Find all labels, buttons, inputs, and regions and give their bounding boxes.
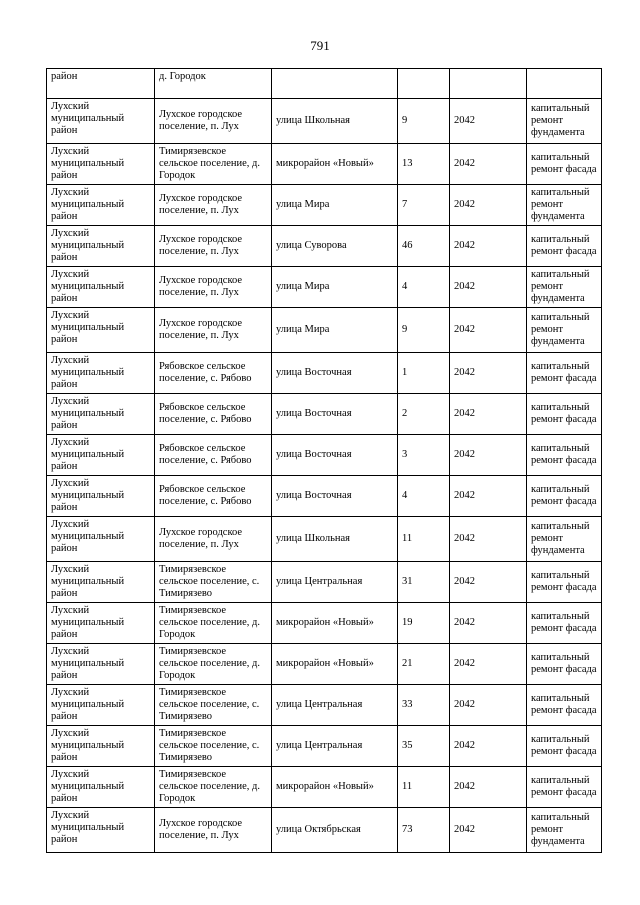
table-row <box>47 808 602 853</box>
street-cell: улица Восточная <box>272 435 398 476</box>
street-cell <box>272 69 398 99</box>
table-body <box>47 69 602 853</box>
work-cell: капитальный ремонт фасада <box>527 603 602 644</box>
work-cell: капитальный ремонт фасада <box>527 144 602 185</box>
work-cell: капитальный ремонт фундамента <box>527 308 602 353</box>
house-cell: 1 <box>398 353 450 394</box>
district-cell: Лухский муниципальный район <box>47 726 155 767</box>
district-cell: Лухский муниципальный район <box>47 517 155 562</box>
district-cell: Лухский муниципальный район <box>47 185 155 226</box>
district-cell: Лухский муниципальный район <box>47 308 155 353</box>
settlement-cell: Тимирязевское сельское поселение, с. Тимирязево <box>155 685 272 726</box>
house-cell: 35 <box>398 726 450 767</box>
table-row <box>47 476 602 517</box>
year-cell: 2042 <box>450 144 527 185</box>
work-cell: капитальный ремонт фундамента <box>527 99 602 144</box>
house-cell: 9 <box>398 99 450 144</box>
district-cell: Лухский муниципальный район <box>47 435 155 476</box>
year-cell: 2042 <box>450 685 527 726</box>
repair-schedule-table <box>46 68 602 853</box>
street-cell: улица Суворова <box>272 226 398 267</box>
house-cell: 73 <box>398 808 450 853</box>
year-cell: 2042 <box>450 476 527 517</box>
house-cell: 46 <box>398 226 450 267</box>
settlement-cell: Рябовское сельское поселение, с. Рябово <box>155 476 272 517</box>
street-cell: улица Мира <box>272 308 398 353</box>
street-cell: улица Восточная <box>272 353 398 394</box>
settlement-cell: д. Городок <box>155 69 272 99</box>
settlement-cell: Рябовское сельское поселение, с. Рябово <box>155 394 272 435</box>
settlement-cell: Лухское городское поселение, п. Лух <box>155 808 272 853</box>
table-row <box>47 726 602 767</box>
street-cell: микрорайон «Новый» <box>272 767 398 808</box>
street-cell: микрорайон «Новый» <box>272 644 398 685</box>
table-row <box>47 308 602 353</box>
year-cell: 2042 <box>450 517 527 562</box>
house-cell: 11 <box>398 517 450 562</box>
settlement-cell: Тимирязевское сельское поселение, д. Городок <box>155 144 272 185</box>
year-cell: 2042 <box>450 435 527 476</box>
street-cell: улица Центральная <box>272 685 398 726</box>
year-cell: 2042 <box>450 726 527 767</box>
table-row <box>47 517 602 562</box>
year-cell: 2042 <box>450 394 527 435</box>
settlement-cell: Лухское городское поселение, п. Лух <box>155 185 272 226</box>
house-cell <box>398 69 450 99</box>
work-cell: капитальный ремонт фасада <box>527 644 602 685</box>
work-cell: капитальный ремонт фасада <box>527 726 602 767</box>
table-row <box>47 353 602 394</box>
table-row <box>47 144 602 185</box>
house-cell: 7 <box>398 185 450 226</box>
house-cell: 2 <box>398 394 450 435</box>
street-cell: улица Восточная <box>272 394 398 435</box>
work-cell: капитальный ремонт фундамента <box>527 517 602 562</box>
street-cell: улица Центральная <box>272 562 398 603</box>
house-cell: 21 <box>398 644 450 685</box>
district-cell: Лухский муниципальный район <box>47 353 155 394</box>
year-cell: 2042 <box>450 267 527 308</box>
district-cell: район <box>47 69 155 99</box>
table-row <box>47 435 602 476</box>
year-cell <box>450 69 527 99</box>
street-cell: улица Мира <box>272 267 398 308</box>
continuation-row <box>47 69 602 99</box>
street-cell: улица Школьная <box>272 517 398 562</box>
district-cell: Лухский муниципальный район <box>47 226 155 267</box>
table-row <box>47 99 602 144</box>
work-cell <box>527 69 602 99</box>
table-row <box>47 644 602 685</box>
settlement-cell: Тимирязевское сельское поселение, д. Городок <box>155 644 272 685</box>
work-cell: капитальный ремонт фасада <box>527 562 602 603</box>
year-cell: 2042 <box>450 562 527 603</box>
district-cell: Лухский муниципальный район <box>47 562 155 603</box>
house-cell: 13 <box>398 144 450 185</box>
year-cell: 2042 <box>450 644 527 685</box>
work-cell: капитальный ремонт фасада <box>527 435 602 476</box>
street-cell: улица Октябрьская <box>272 808 398 853</box>
district-cell: Лухский муниципальный район <box>47 476 155 517</box>
table-row <box>47 767 602 808</box>
street-cell: микрорайон «Новый» <box>272 144 398 185</box>
district-cell: Лухский муниципальный район <box>47 603 155 644</box>
house-cell: 9 <box>398 308 450 353</box>
work-cell: капитальный ремонт фундамента <box>527 185 602 226</box>
settlement-cell: Тимирязевское сельское поселение, д. Городок <box>155 767 272 808</box>
street-cell: улица Центральная <box>272 726 398 767</box>
table-row <box>47 185 602 226</box>
settlement-cell: Рябовское сельское поселение, с. Рябово <box>155 353 272 394</box>
house-cell: 4 <box>398 476 450 517</box>
year-cell: 2042 <box>450 603 527 644</box>
district-cell: Лухский муниципальный район <box>47 99 155 144</box>
year-cell: 2042 <box>450 808 527 853</box>
settlement-cell: Лухское городское поселение, п. Лух <box>155 226 272 267</box>
settlement-cell: Тимирязевское сельское поселение, с. Тимирязево <box>155 562 272 603</box>
work-cell: капитальный ремонт фасада <box>527 353 602 394</box>
year-cell: 2042 <box>450 308 527 353</box>
year-cell: 2042 <box>450 226 527 267</box>
table-row <box>47 685 602 726</box>
table-row <box>47 562 602 603</box>
settlement-cell: Тимирязевское сельское поселение, д. Городок <box>155 603 272 644</box>
district-cell: Лухский муниципальный район <box>47 685 155 726</box>
table-row <box>47 603 602 644</box>
settlement-cell: Лухское городское поселение, п. Лух <box>155 99 272 144</box>
work-cell: капитальный ремонт фасада <box>527 394 602 435</box>
district-cell: Лухский муниципальный район <box>47 767 155 808</box>
year-cell: 2042 <box>450 99 527 144</box>
work-cell: капитальный ремонт фундамента <box>527 808 602 853</box>
year-cell: 2042 <box>450 353 527 394</box>
table-row <box>47 267 602 308</box>
table-row <box>47 394 602 435</box>
street-cell: улица Мира <box>272 185 398 226</box>
street-cell: улица Восточная <box>272 476 398 517</box>
page-number: 791 <box>310 38 330 53</box>
work-cell: капитальный ремонт фасада <box>527 476 602 517</box>
year-cell: 2042 <box>450 185 527 226</box>
settlement-cell: Тимирязевское сельское поселение, с. Тимирязево <box>155 726 272 767</box>
house-cell: 31 <box>398 562 450 603</box>
table-row <box>47 226 602 267</box>
work-cell: капитальный ремонт фундамента <box>527 267 602 308</box>
settlement-cell: Лухское городское поселение, п. Лух <box>155 517 272 562</box>
house-cell: 11 <box>398 767 450 808</box>
house-cell: 33 <box>398 685 450 726</box>
house-cell: 3 <box>398 435 450 476</box>
year-cell: 2042 <box>450 767 527 808</box>
district-cell: Лухский муниципальный район <box>47 808 155 853</box>
district-cell: Лухский муниципальный район <box>47 144 155 185</box>
street-cell: микрорайон «Новый» <box>272 603 398 644</box>
district-cell: Лухский муниципальный район <box>47 394 155 435</box>
settlement-cell: Лухское городское поселение, п. Лух <box>155 308 272 353</box>
settlement-cell: Лухское городское поселение, п. Лух <box>155 267 272 308</box>
house-cell: 19 <box>398 603 450 644</box>
house-cell: 4 <box>398 267 450 308</box>
settlement-cell: Рябовское сельское поселение, с. Рябово <box>155 435 272 476</box>
district-cell: Лухский муниципальный район <box>47 267 155 308</box>
street-cell: улица Школьная <box>272 99 398 144</box>
work-cell: капитальный ремонт фасада <box>527 226 602 267</box>
work-cell: капитальный ремонт фасада <box>527 767 602 808</box>
district-cell: Лухский муниципальный район <box>47 644 155 685</box>
work-cell: капитальный ремонт фасада <box>527 685 602 726</box>
